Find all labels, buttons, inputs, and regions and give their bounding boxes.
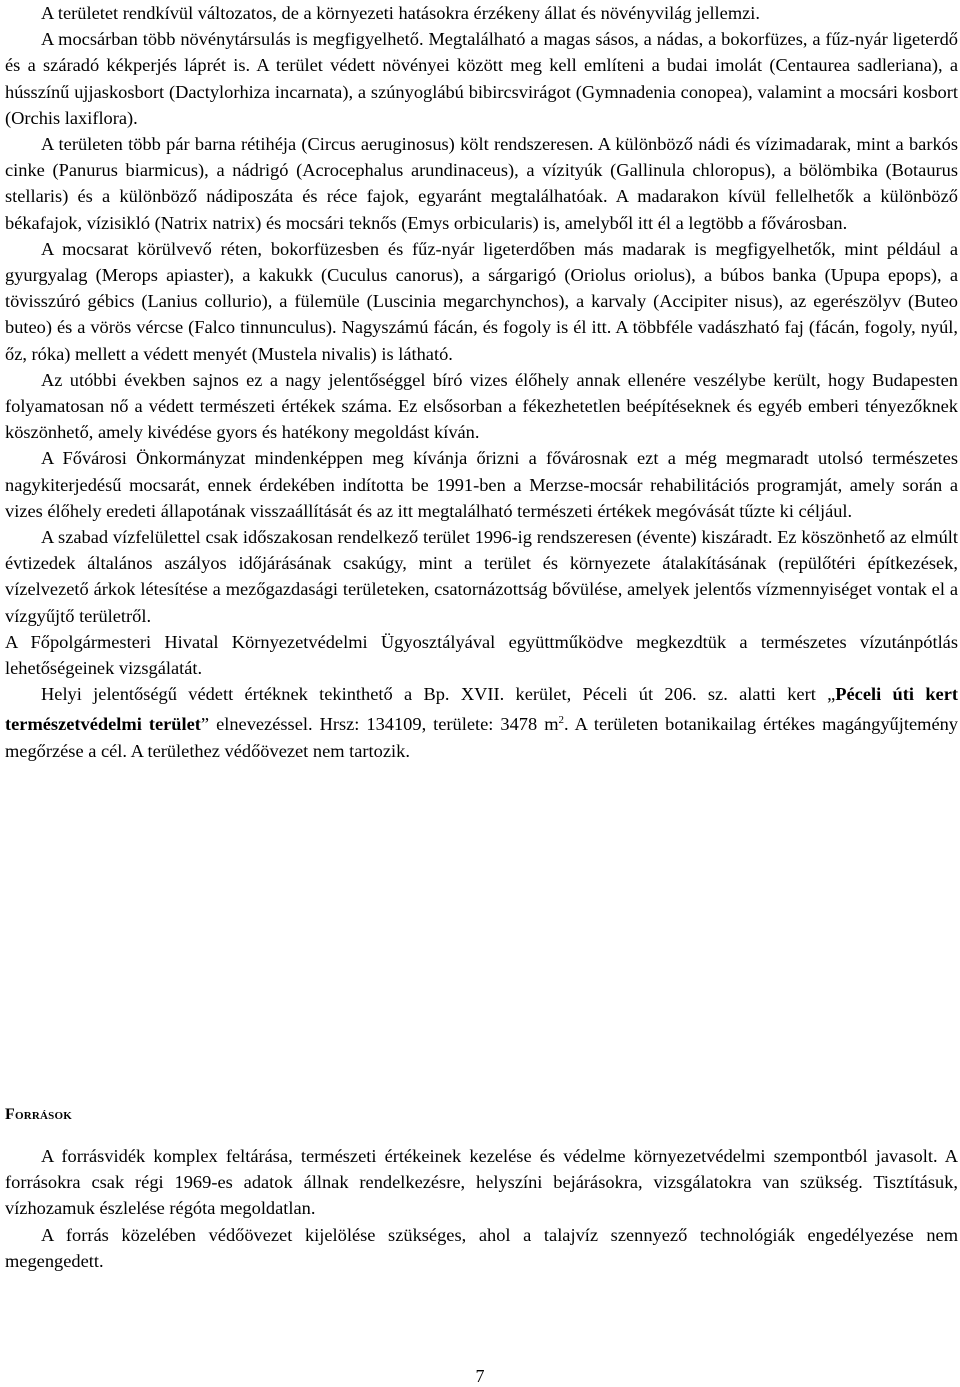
paragraph-protection-zone: A forrás közelében védőövezet kijelölése szükséges, ahol a talajvíz szennyező technológiák engedélyezése nem megengedett. — [5, 1224, 958, 1271]
paragraph-protected-garden — [5, 681, 958, 764]
area-unit-superscript: 2 — [558, 714, 564, 727]
document-body — [5, 0, 958, 764]
paragraph-meadow-birds: A mocsarat körülvevő réten, bokorfüzesben és fűz-nyár ligeterdőben más madarak is megfigyelhetők, mint például a gyurgyalag (Merops apiaster), a kakukk (Cuculus canorus), a sárgarigó (Oriolus oriolus), a búbos banka (Upupa epops), a tövisszúró gébics (Lanius collurio), a fülemüle (Luscinia megarchynchos), a karvaly (Accipiter nisus), az egerészölyv (Buteo buteo) és a vörös vércse (Falco tinnunculus). Nagyszámú fácán, és fogoly is él itt. A többféle vadászható faj (fácán, fogoly, nyúl, őz, róka) mellett a védett menyét (Mustela nivalis) is látható. — [5, 238, 958, 364]
paragraph-threat: Az utóbbi években sajnos ez a nagy jelentőséggel bíró vizes élőhely annak ellenére veszélybe került, hogy Budapesten folyamatosan nő a védett természeti értékek száma. Ez elsősorban a fékezhetetlen beépítéseknek és egyéb emberi tényezőknek köszönhető, amely kivédése gyors és hatékony megoldást kíván. — [5, 369, 958, 443]
page-number: 7 — [475, 1366, 485, 1386]
paragraph-plant-communities: A mocsárban több növénytársulás is megfigyelhető. Megtalálható a magas sásos, a nádas, a bokorfüzes, a fűz-nyár ligeterdő és a száradó kékperjés láprét is. A terület védett növényei között meg kell említeni a budai imolát (Centaurea sadleriana), a hússzínű ujjaskosbort (Dactylorhiza incarnata), a szúnyoglábú bibircsvirágot (Gymnadenia conopea), valamint a mocsári kosbort (Orchis laxiflora). — [5, 29, 958, 128]
garden-name: Péceli úti kert természetvédelmi terület — [5, 684, 958, 735]
garden-text-mid: ” elnevezéssel. Hrsz: 134109, területe: 3478 m — [200, 714, 559, 735]
paragraph-birds: A területen több pár barna rétihéja (Circus aeruginosus) költ rendszeresen. A különböző nádi és vízimadarak, mint a barkós cinke (Panurus biarmicus), a nádrigó (Acrocephalus arundinaceus), a vízityúk (Gallinula chloropus), a bölömbika (Botaurus stellaris) és a különböző nádiposzáta és réce fajok, egyaránt megtalálhatóak. A madarakon kívül fellelhetők a különböző békafajok, vízisikló (Natrix natrix) és mocsári teknős (Emys orbicularis) is, amelyből itt él a legtöbb a fővárosban. — [5, 134, 958, 233]
paragraph-drying: A szabad vízfelülettel csak időszakosan rendelkező terület 1996-ig rendszeresen (évente) kiszáradt. Ez köszönhető az elmúlt évtizedek általános aszályos időjárásának csakúgy, mint a terület és környezete átalakításának (repülőtéri építkezések, vízelvezető árkok létesítése a mezőgazdasági területeken, csatornázottság bővülése, amelyek jelentős vízmennyiséget vontak el a vízgyűjtő területről. — [5, 527, 958, 626]
garden-text-before: Helyi jelentőségű védett értéknek tekinthető a Bp. XVII. kerület, Péceli út 206. sz. alatti kert „ — [41, 684, 836, 705]
paragraph-water-supply: A Főpolgármesteri Hivatal Környezetvédelmi Ügyosztályával együttműködve megkezdtük a természetes vízutánpótlás lehetőségeinek vizsgálatát. — [5, 631, 958, 679]
garden-text-after: . A területen botanikailag értékes magángyűjtemény megőrzése a cél. A területhez védőövezet nem tartozik. — [5, 714, 958, 761]
section-heading-sources: Források — [5, 1106, 72, 1123]
paragraph-sources: A forrásvidék komplex feltárása, természeti értékeinek kezelése és védelme környezetvédelmi szempontból javasolt. A forrásokra csak régi 1969-es adatok állnak rendelkezésre, helyszíni bejárásokra, vizsgálatokra van szükség. Tisztításuk, vízhozamuk észlelése régóta megoldatlan. — [5, 1146, 958, 1219]
paragraph-municipality: A Fővárosi Önkormányzat mindenképpen meg kívánja őrizni a fővárosnak ezt a még megmaradt utolsó természetes nagykiterjedésű mocsarát, ennek érdekében indította be 1991-ben a Merzse-mocsár rehabilitációs programját, amely során a vizes élőhely eredeti állapotának visszaállítását és az itt megtalálható természeti értékek megóvását tűzte ki céljául. — [5, 448, 958, 521]
paragraph-intro: A területet rendkívül változatos, de a környezeti hatásokra érzékeny állat és növényvilág jellemzi. — [41, 3, 760, 23]
sources-section — [5, 1143, 958, 1274]
